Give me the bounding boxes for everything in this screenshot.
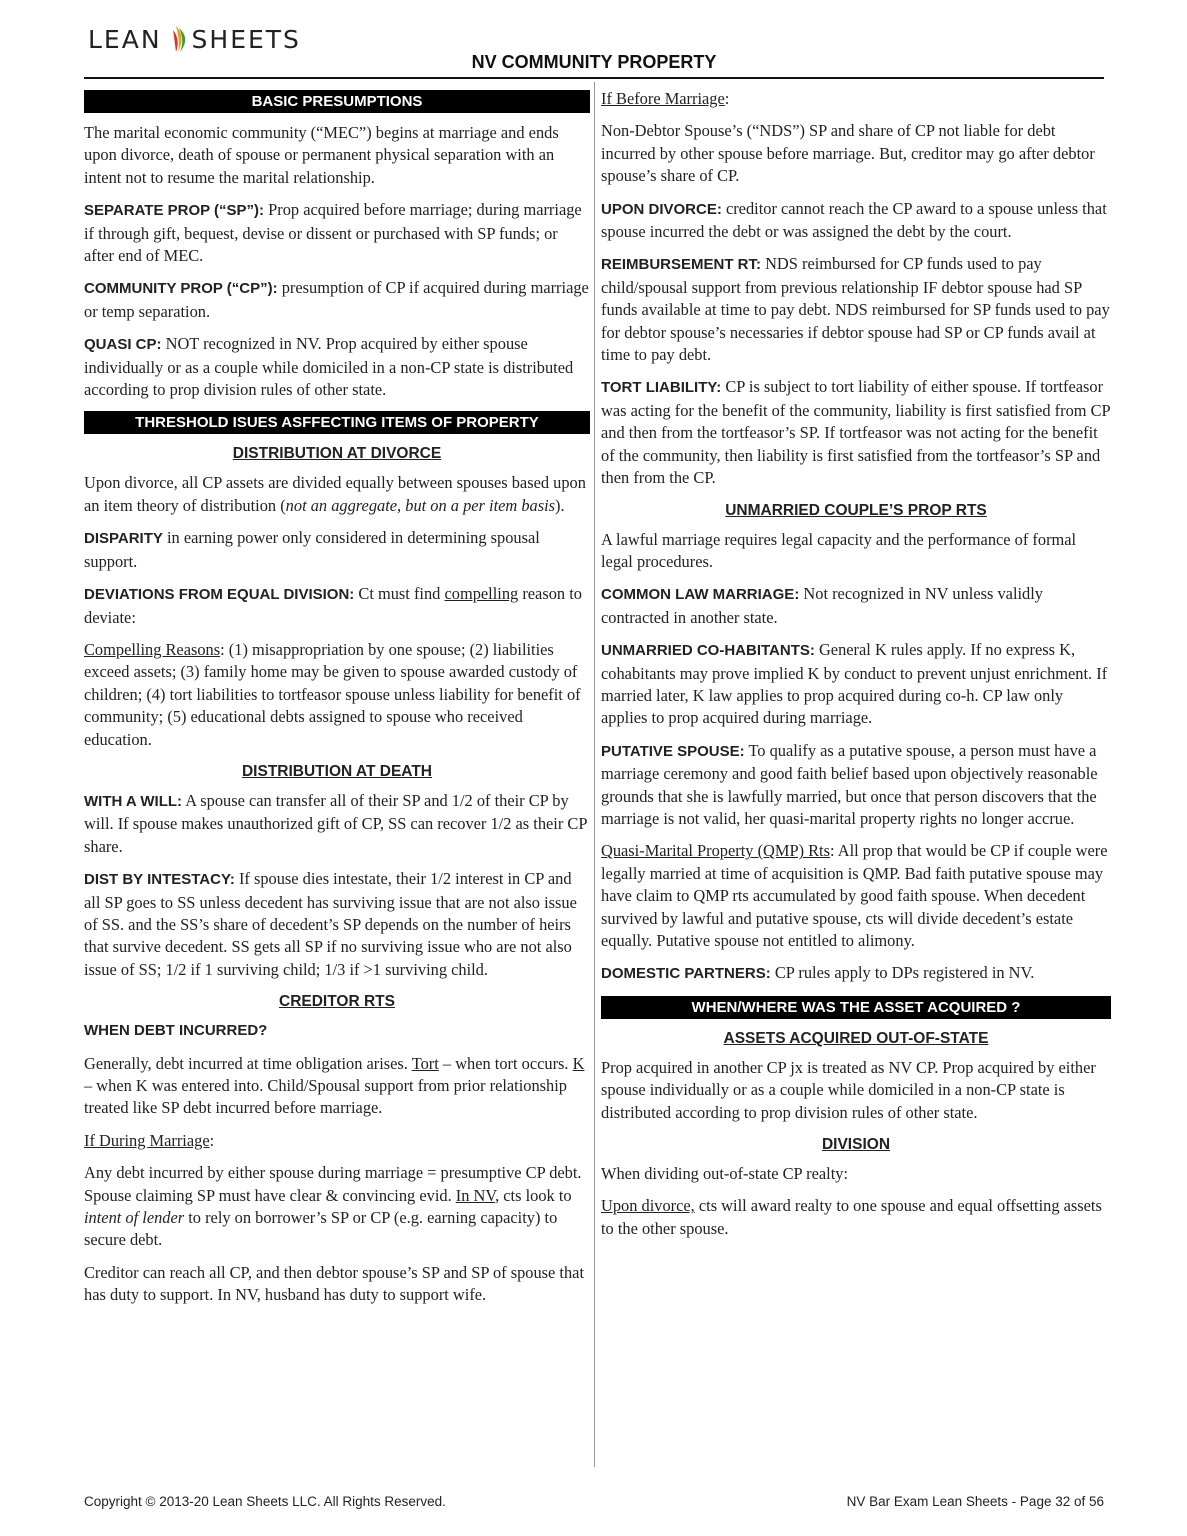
common-law-text: Not recognized in NV unless validly contracted in another state. (601, 584, 1044, 627)
footer-page-number: NV Bar Exam Lean Sheets - Page 32 of 56 (846, 1494, 1104, 1509)
mec-paragraph: The marital economic community (“MEC”) begins at marriage and ends upon divorce, death of spouse or permanent physical separation with an intent not to resume the marital relationship. (84, 123, 559, 187)
right-column (601, 90, 1111, 1250)
domestic-partners-text: CP rules apply to DPs registered in NV. (770, 963, 1035, 983)
quasi-cp-term: QUASI CP: (84, 336, 162, 354)
disparity-text: in earning power only considered in determining spousal support. (84, 528, 540, 571)
during-text-c: to rely on borrower’s SP or CP (e.g. earning capacity) to secure debt. (84, 1208, 558, 1250)
debt-k: K (572, 1053, 585, 1073)
when-debt-incurred-heading: WHEN DEBT INCURRED? (84, 1022, 268, 1040)
logo-text-right: SHEETS (191, 24, 301, 54)
lean-sheets-logo (88, 22, 301, 56)
title-rule (84, 77, 1104, 79)
upon-divorce-paragraph (601, 198, 1111, 244)
debt-text-a: Generally, debt incurred at time obligation arises. (84, 1053, 412, 1073)
community-prop-text: presumption of CP if acquired during marriage or temp separation. (84, 278, 589, 321)
common-law-term: COMMON LAW MARRIAGE: (601, 586, 800, 604)
footer-copyright: Copyright © 2013-20 Lean Sheets LLC. All Rights Reserved. (84, 1494, 446, 1509)
compelling-reasons-text: : (1) misappropriation by one spouse; (2) liabilities exceed assets; (3) family home may be given to spouse awarded custody of children; (4) tort liabilities to tortfeasor spouse unless liability for benefit of community; (5) educational debts assigned to spouse who received education. (84, 639, 581, 749)
cohabitants-text: General K rules apply. If no express K, cohabitants may prove implied K by conduct to prevent unjust enrichment. If married later, K law applies to prop acquired during co-h. CP law only applies to prop acquired during marriage. (601, 640, 1108, 728)
domestic-partners-term: DOMESTIC PARTNERS: (601, 965, 771, 983)
creditor-reach-paragraph: Creditor can reach all CP, and then debtor spouse’s SP and SP of spouse that has duty to support. In NV, husband has duty to support wife. (84, 1262, 584, 1305)
dividing-realty-paragraph: When dividing out-of-state CP realty: (601, 1164, 849, 1184)
deviations-compelling: compelling (444, 584, 519, 604)
page-title: NV COMMUNITY PROPERTY (471, 52, 717, 72)
reimbursement-term: REIMBURSEMENT RT: (601, 256, 761, 274)
putative-spouse-paragraph (601, 740, 1111, 831)
putative-spouse-term: PUTATIVE SPOUSE: (601, 742, 745, 760)
domestic-partners-paragraph (601, 962, 1111, 985)
putative-spouse-text: To qualify as a putative spouse, a person must have a marriage ceremony and good faith belief based upon objectively reasonable grounds that she is lawfully married, but once that person discovers that the marriage is not valid, her quasi-marital property rights no longer accrue. (601, 740, 1098, 828)
disparity-term: DISPARITY (84, 530, 163, 548)
intestacy-term: DIST BY INTESTACY: (84, 871, 235, 889)
with-a-will-term: WITH A WILL: (84, 792, 183, 810)
intestacy-paragraph (84, 868, 590, 981)
deviations-text-b: reason to deviate: (84, 584, 582, 627)
logo-text-left: LEAN (88, 24, 162, 54)
separate-prop-text: Prop acquired before marriage; during marriage if through gift, bequest, devise or dissent or purchased with SP funds; or after end of MEC. (84, 200, 582, 266)
during-intent-of-lender: intent of lender (84, 1208, 185, 1228)
upon-divorce-text: creditor cannot reach the CP award to a spouse unless that spouse incurred the debt or was assigned the debt by the court. (601, 198, 1107, 242)
deviations-term: DEVIATIONS FROM EQUAL DIVISION: (84, 586, 355, 604)
divorce-distribution-paragraph (84, 472, 590, 517)
divorce-text-b: ). (555, 495, 565, 515)
divorce-text-a: Upon divorce, all CP assets are divided equally between spouses based upon an item theory of distribution ( (84, 473, 586, 515)
community-prop-term: COMMUNITY PROP (“CP”): (84, 280, 278, 298)
community-prop-paragraph (84, 277, 590, 323)
division-heading: DIVISION (821, 1136, 891, 1154)
separate-prop-term: SEPARATE PROP (“SP”): (84, 202, 265, 220)
before-marriage-paragraph: Non-Debtor Spouse’s (“NDS”) SP and share of CP not liable for debt incurred by other spouse before marriage. But, creditor may go after debtor spouse’s share of CP. (601, 121, 1095, 186)
tort-liability-term: TORT LIABILITY: (601, 379, 722, 397)
reimbursement-text: NDS reimbursed for CP funds used to pay child/spousal support from previous relationship IF debtor spouse had SP funds available at time to pay debt. NDS reimbursed for SP funds used to pay for debtor spouse’s necessaries if debtor spouse had SP or CP funds avail at time to pay debt. (601, 254, 1110, 365)
during-in-nv: In NV (455, 1185, 496, 1205)
upon-divorce-realty-paragraph (601, 1195, 1111, 1240)
during-marriage-colon: : (209, 1130, 215, 1150)
compelling-reasons-paragraph (84, 639, 590, 751)
when-where-acquired-bar: WHEN/WHERE WAS THE ASSET ACQUIRED ? (601, 996, 1111, 1019)
separate-prop-paragraph (84, 199, 590, 267)
with-a-will-text: A spouse can transfer all of their SP and 1/2 of their CP by will. If spouse makes unauthorized gift of CP, SS can recover 1/2 as their CP share. (84, 790, 587, 856)
debt-timing-paragraph (84, 1053, 590, 1120)
threshold-issues-bar: THRESHOLD ISUES ASFFECTING ITEMS OF PROPERTY (84, 411, 590, 434)
cohabitants-paragraph (601, 639, 1111, 730)
disparity-paragraph (84, 527, 590, 573)
during-text-b: , cts look to (495, 1185, 572, 1205)
deviations-text-a: Ct must find (354, 584, 445, 604)
column-divider (594, 82, 595, 1467)
debt-text-c: – when K was entered into. Child/Spousal support from prior relationship treated like SP debt incurred before marriage. (84, 1076, 567, 1118)
qmp-paragraph (601, 840, 1111, 952)
distribution-at-death-heading: DISTRIBUTION AT DEATH (241, 762, 432, 780)
during-marriage-paragraph (84, 1162, 590, 1252)
upon-divorce-underlined: Upon divorce, (601, 1196, 695, 1216)
lawful-marriage-paragraph: A lawful marriage requires legal capacity and the performance of formal legal procedures. (601, 529, 1077, 571)
reimbursement-paragraph (601, 253, 1111, 366)
before-marriage-colon: : (724, 89, 730, 108)
debt-text-b: – when tort occurs. (438, 1053, 573, 1073)
upon-divorce-term: UPON DIVORCE: (601, 200, 722, 218)
basic-presumptions-bar: BASIC PRESUMPTIONS (84, 90, 590, 113)
deviations-paragraph (84, 583, 590, 629)
upon-divorce-realty-text: cts will award realty to one spouse and equal offsetting assets to the other spouse. (601, 1196, 1102, 1238)
intestacy-text: If spouse dies intestate, their 1/2 interest in CP and all SP goes to SS unless decedent has surviving issue that are not also issue of SS. and the SS’s share of decedent’s SP depends on the number of heirs that survive decedent. SS gets all SP if no surviving issue who are not also issue of SS; 1/2 if 1 surviving child; 1/3 if >1 surviving child. (84, 869, 577, 979)
common-law-paragraph (601, 583, 1111, 629)
compelling-reasons-label: Compelling Reasons (84, 639, 221, 659)
before-marriage-underlined: If Before Marriage (601, 89, 725, 108)
unmarried-couples-heading: UNMARRIED COUPLE’S PROP RTS (725, 501, 987, 519)
tort-liability-paragraph (601, 376, 1111, 489)
quasi-cp-text: NOT recognized in NV. Prop acquired by either spouse individually or as a couple while domiciled in a non-CP state is distributed according to prop division rules of other state. (84, 334, 574, 400)
cohabitants-term: UNMARRIED CO-HABITANTS: (601, 642, 815, 660)
if-during-marriage-label (84, 1130, 590, 1152)
assets-out-of-state-heading: ASSETS ACQUIRED OUT-OF-STATE (723, 1029, 989, 1047)
divorce-text-italic: not an aggregate, but on a per item basis (285, 495, 556, 515)
during-text-a: Any debt incurred by either spouse during marriage = presumptive CP debt. Spouse claiming SP must have clear & convincing evid. (84, 1163, 582, 1205)
creditor-rts-heading: CREDITOR RTS (279, 993, 395, 1011)
quasi-cp-paragraph (84, 333, 590, 401)
tort-liability-text: CP is subject to tort liability of either spouse. If tortfeasor was acting for the benefit of the community, liability is first satisfied from CP and then from the tortfeasor’s SP. If tortfeasor was not acting for the benefit of the community, then liability is first satisfied from the tortfeasor’s SP and then from the CP. (601, 377, 1111, 488)
distribution-at-divorce-heading: DISTRIBUTION AT DIVORCE (232, 445, 442, 463)
during-marriage-underlined: If During Marriage (84, 1130, 210, 1150)
qmp-text: : All prop that would be CP if couple were legally married at time of acquisition is QMP. Bad faith putative spouse may have claim to QMP rts accumulated by good faith spouse. When decedent survived by lawful and putative spouse, cts will divide decedent’s estate equally. Putative spouse not entitled to alimony. (601, 841, 1108, 950)
debt-tort: Tort (411, 1053, 439, 1073)
qmp-label: Quasi-Marital Property (QMP) Rts (601, 841, 830, 861)
with-a-will-paragraph (84, 790, 590, 858)
if-before-marriage-label (601, 88, 1111, 110)
lean-sheets-flame-icon (166, 24, 190, 54)
out-of-state-paragraph: Prop acquired in another CP jx is treated as NV CP. Prop acquired by either spouse individually or as a couple while domiciled in a non-CP state is distributed according to prop division rules of other state. (601, 1057, 1096, 1122)
left-column (84, 90, 590, 1317)
